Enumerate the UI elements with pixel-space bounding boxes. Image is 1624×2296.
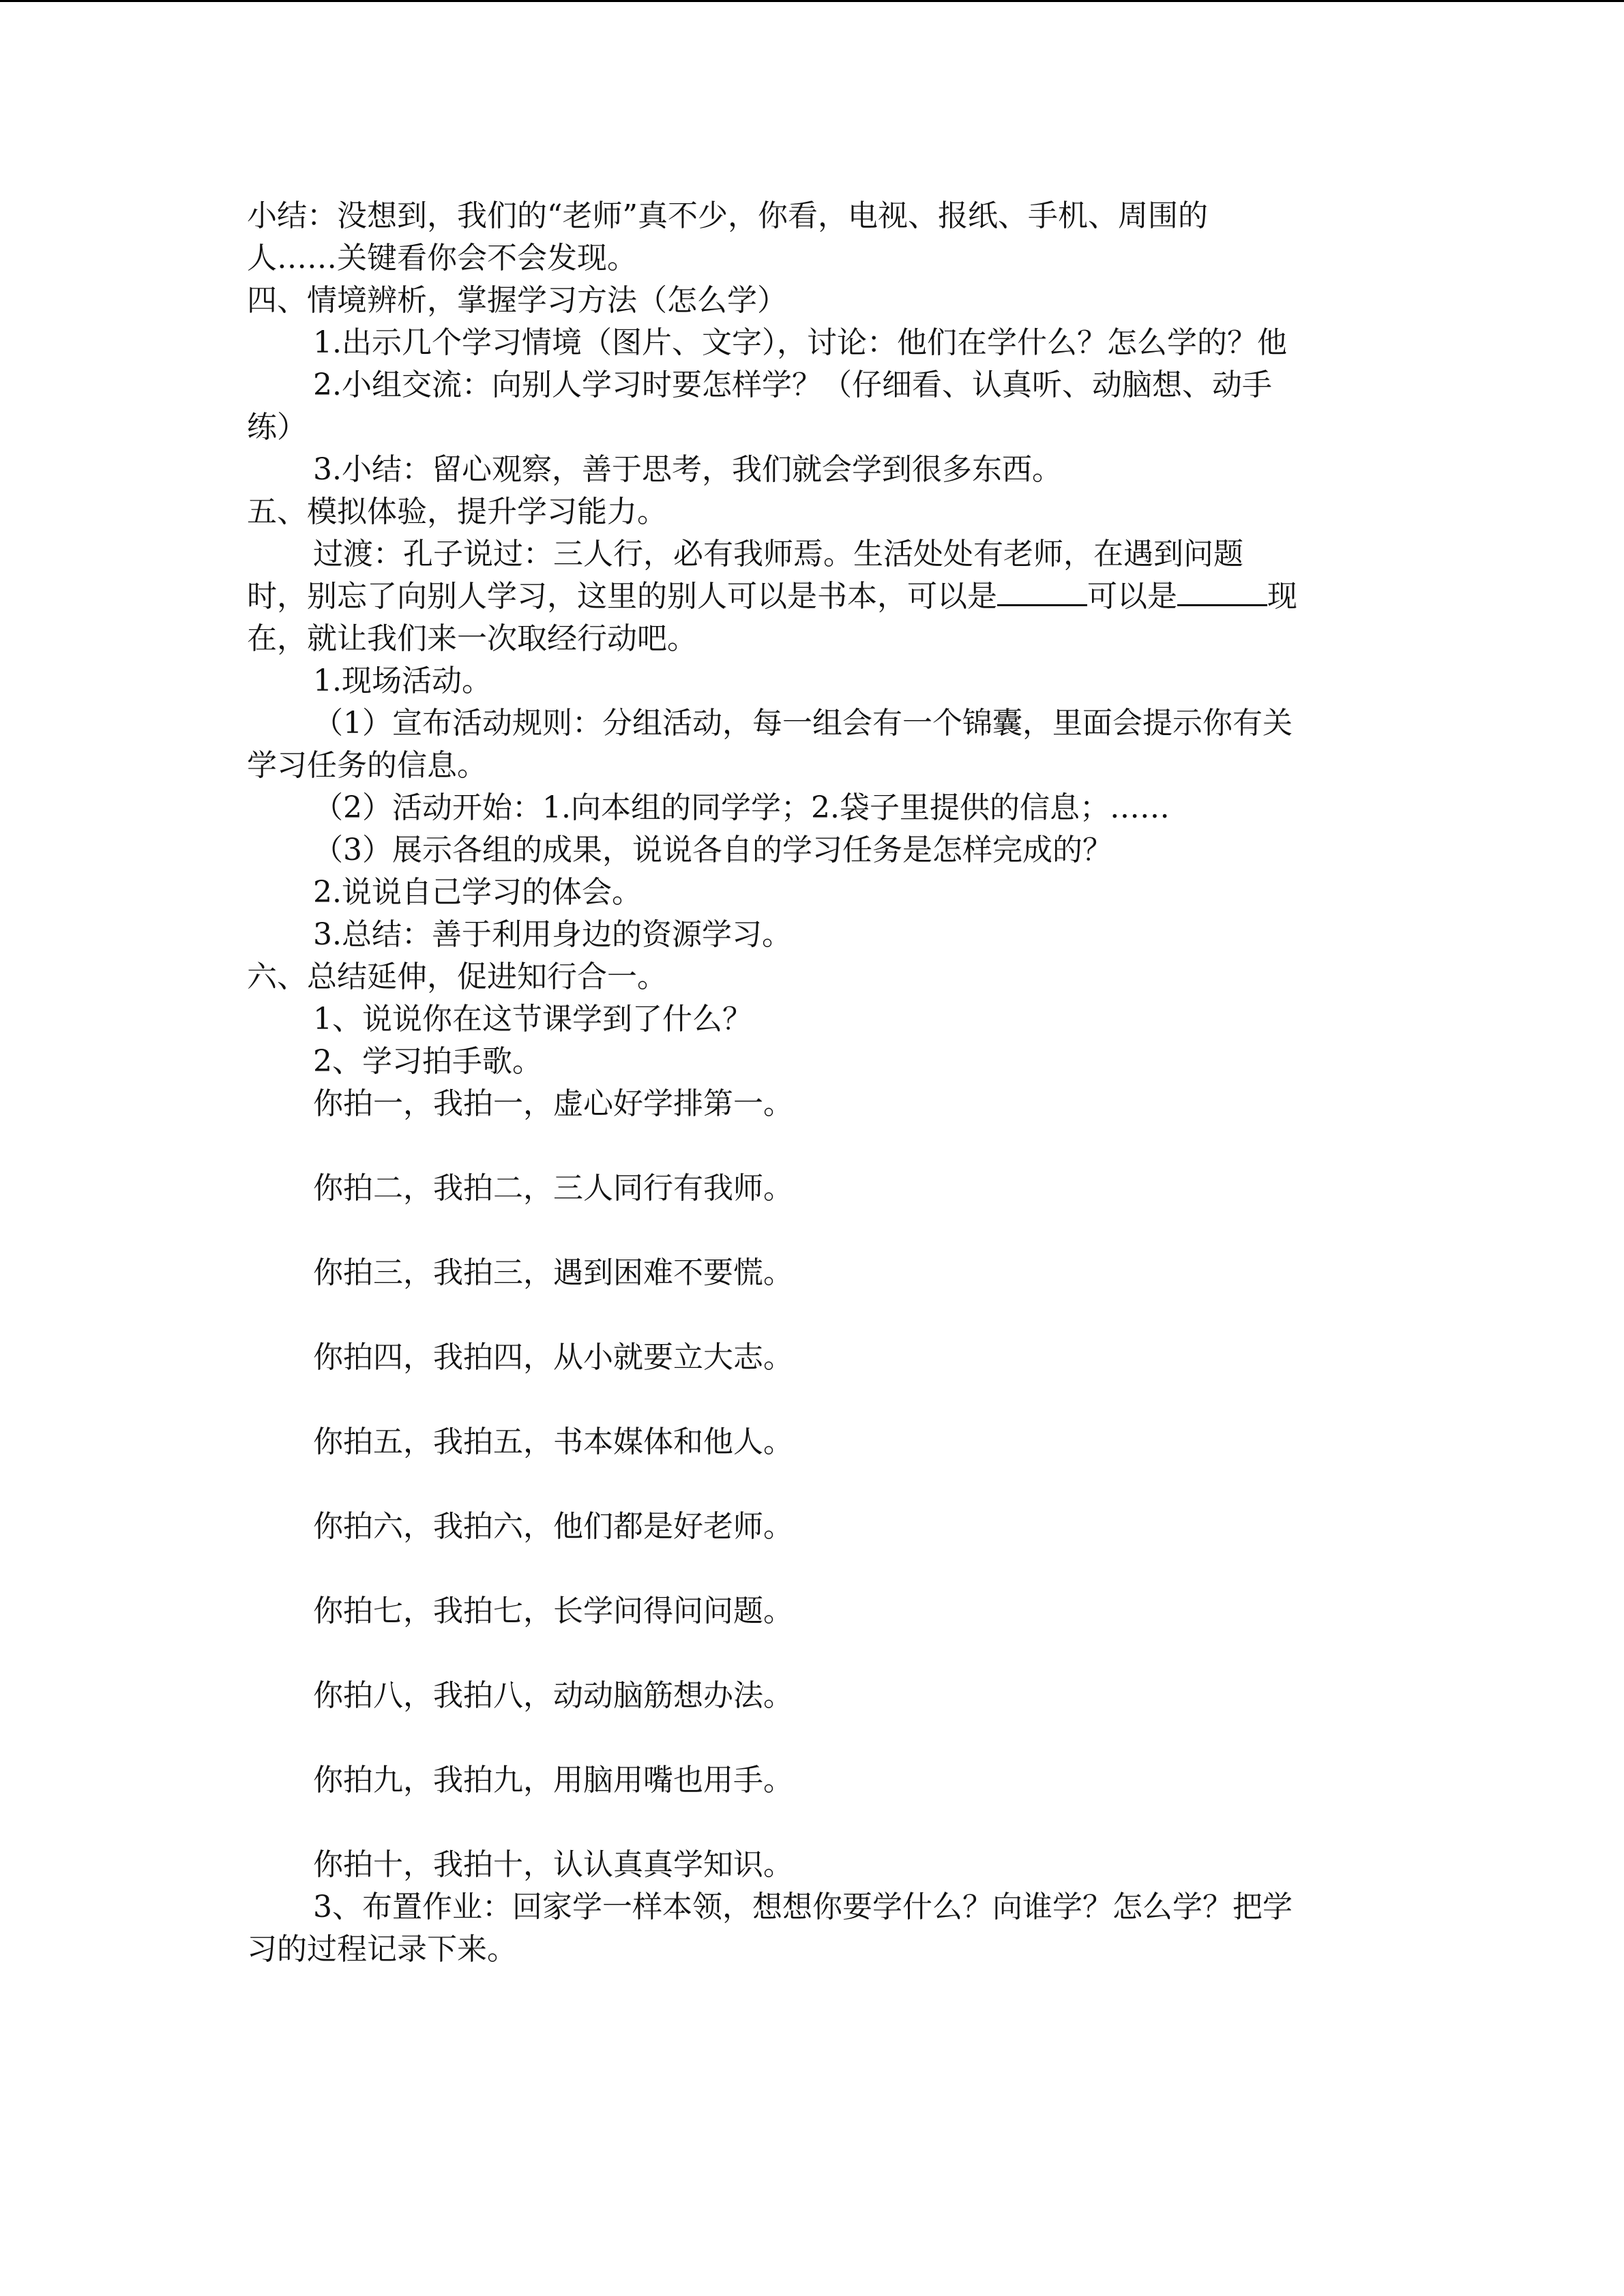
- chant-line: 你拍一，我拍一，虚心好学排第一。: [313, 1086, 793, 1121]
- paragraph-line: 1.现场活动。: [313, 664, 492, 698]
- paragraph-text: 时，别忘了向别人学习，这里的别人可以是书本，可以是: [247, 579, 997, 614]
- paragraph-line: 人……关键看你会不会发现。: [247, 241, 637, 275]
- paragraph-line: 练）: [247, 410, 307, 445]
- paragraph-line: 在，就让我们来一次取经行动吧。: [247, 621, 697, 656]
- chant-line: 你拍五，我拍五，书本媒体和他人。: [313, 1425, 793, 1459]
- paragraph-line: 2.说说自己学习的体会。: [313, 875, 642, 910]
- chant-line: 你拍七，我拍七，长学问得问问题。: [313, 1594, 793, 1628]
- chant-line: 你拍四，我拍四，从小就要立大志。: [313, 1340, 793, 1375]
- paragraph-line-with-blanks: [247, 576, 1379, 618]
- paragraph-line: 学习任务的信息。: [247, 748, 487, 783]
- paragraph-line: 2.小组交流：向别人学习时要怎样学？（仔细看、认真听、动脑想、动手: [313, 368, 1272, 402]
- paragraph-line: 3.总结：善于利用身边的资源学习。: [313, 917, 792, 952]
- paragraph-line: 1、说说你在这节课学到了什么？: [313, 1002, 752, 1037]
- chant-line: 你拍三，我拍三，遇到困难不要慌。: [313, 1255, 793, 1290]
- paragraph-line: 3、布置作业：回家学一样本领，想想你要学什么？向谁学？怎么学？把学: [313, 1890, 1293, 1924]
- fill-in-blank: [1177, 577, 1267, 606]
- document-body: [247, 195, 1379, 1971]
- fill-in-blank: [997, 577, 1087, 606]
- chant-line: 你拍六，我拍六，他们都是好老师。: [313, 1509, 793, 1544]
- paragraph-text: 现: [1267, 579, 1297, 614]
- chant-line: 你拍八，我拍八，动动脑筋想办法。: [313, 1678, 793, 1713]
- top-border-line: [0, 0, 1624, 2]
- paragraph-line: 3.小结：留心观察，善于思考，我们就会学到很多东西。: [313, 452, 1062, 487]
- paragraph-line: 小结：没想到，我们的“老师”真不少，你看，电视、报纸、手机、周围的: [247, 198, 1208, 233]
- section-heading: 六、总结延伸，促进知行合一。: [247, 959, 667, 994]
- paragraph-line: （2）活动开始：1.向本组的同学学；2.袋子里提供的信息；……: [313, 790, 1170, 825]
- paragraph-line: 习的过程记录下来。: [247, 1932, 517, 1967]
- paragraph-line: （3）展示各组的成果，说说各自的学习任务是怎样完成的？: [313, 833, 1112, 867]
- section-heading: 四、情境辨析，掌握学习方法（怎么学）: [247, 283, 787, 318]
- paragraph-line: 2、学习拍手歌。: [313, 1044, 542, 1079]
- chant-line: 你拍二，我拍二，三人同行有我师。: [313, 1171, 793, 1206]
- paragraph-line: （1）宣布活动规则：分组活动，每一组会有一个锦囊，里面会提示你有关: [313, 706, 1293, 741]
- chant-line: 你拍十，我拍十，认认真真学知识。: [313, 1847, 793, 1882]
- chant-line: 你拍九，我拍九，用脑用嘴也用手。: [313, 1763, 793, 1798]
- paragraph-line: 过渡：孔子说过：三人行，必有我师焉。生活处处有老师，在遇到问题: [313, 537, 1243, 571]
- paragraph-text: 可以是: [1087, 579, 1177, 614]
- paragraph-line: 1.出示几个学习情境（图片、文字），讨论：他们在学什么？怎么学的？他: [313, 325, 1287, 360]
- section-heading: 五、模拟体验，提升学习能力。: [247, 494, 667, 529]
